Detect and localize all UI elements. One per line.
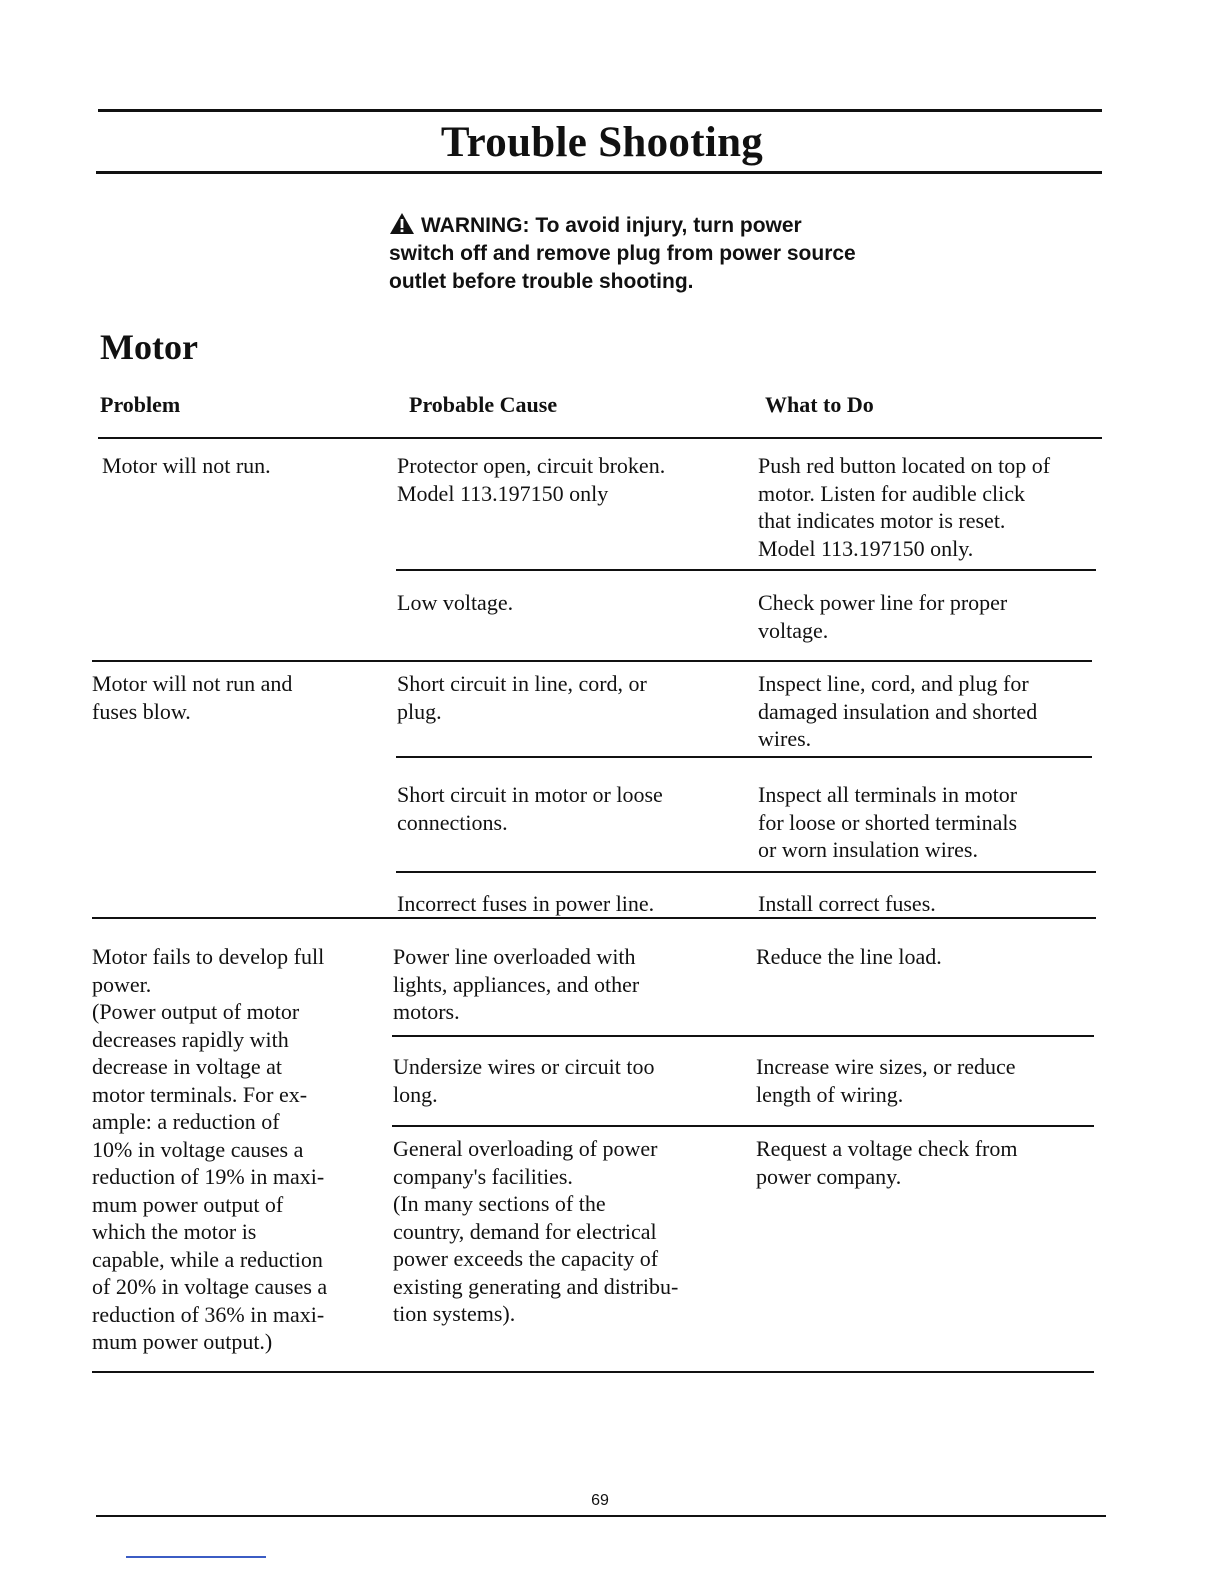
group-rule bbox=[92, 917, 1096, 919]
cause-cell: Undersize wires or circuit too long. bbox=[393, 1054, 655, 1107]
column-header-action: What to Do bbox=[765, 392, 874, 417]
problem-cell: Motor will not run. bbox=[102, 453, 271, 478]
action-cell: Install correct fuses. bbox=[758, 891, 936, 916]
cause-cell: Low voltage. bbox=[397, 590, 514, 615]
page-number: 69 bbox=[591, 1492, 609, 1509]
warning-notice bbox=[389, 212, 859, 296]
action-cell: Inspect all terminals in motor for loose or shorted terminals or worn insulation wires. bbox=[758, 782, 1018, 862]
action-cell: Inspect line, cord, and plug for damaged insulation and shorted wires. bbox=[758, 671, 1038, 751]
cause-cell: Short circuit in motor or loose connections. bbox=[397, 782, 663, 835]
row-rule bbox=[396, 871, 1096, 873]
row-rule bbox=[392, 1125, 1094, 1127]
row-rule bbox=[396, 569, 1096, 571]
problem-cell: Motor fails to develop full power. (Power output of motor decreases rapidly with decrease in voltage at motor terminals. For ex- ample: a reduction of 10% in voltage causes a reduction of 19% in maxi- mum power output of which the motor is capable, while a reduction of 20% in voltage causes a reduction of 36% in maxi- mum power output.) bbox=[92, 944, 328, 1354]
scan-mark bbox=[126, 1556, 266, 1558]
action-cell: Reduce the line load. bbox=[756, 944, 942, 969]
top-rule bbox=[98, 109, 1102, 112]
row-rule bbox=[396, 756, 1092, 758]
table-bottom-rule bbox=[92, 1371, 1094, 1373]
action-cell: Check power line for proper voltage. bbox=[758, 590, 1008, 643]
cause-cell: Power line overloaded with lights, appliances, and other motors. bbox=[393, 944, 640, 1024]
cause-cell: Incorrect fuses in power line. bbox=[397, 891, 655, 916]
warning-triangle-icon bbox=[389, 212, 415, 235]
section-heading-motor: Motor bbox=[100, 327, 198, 367]
problem-cell: Motor will not run and fuses blow. bbox=[92, 671, 293, 724]
row-rule bbox=[392, 1035, 1094, 1037]
footer-rule bbox=[96, 1515, 1106, 1517]
cause-cell: General overloading of power company's facilities. (In many sections of the country, demand for electrical power exceeds the capacity of existing generating and distribu- tion systems). bbox=[393, 1136, 679, 1326]
header-rule bbox=[98, 437, 1102, 439]
action-cell: Push red button located on top of motor. Listen for audible click that indicates motor is reset. Model 113.197150 only. bbox=[758, 453, 1051, 561]
column-header-cause: Probable Cause bbox=[409, 392, 558, 417]
warning-text: WARNING: To avoid injury, turn power switch off and remove plug from power source outlet before trouble shooting. bbox=[389, 214, 856, 293]
column-header-problem: Problem bbox=[100, 392, 181, 417]
group-rule bbox=[92, 660, 1092, 662]
page-title: Trouble Shooting bbox=[440, 119, 764, 166]
cause-cell: Protector open, circuit broken. Model 113.197150 only bbox=[397, 453, 666, 506]
action-cell: Increase wire sizes, or reduce length of wiring. bbox=[756, 1054, 1016, 1107]
cause-cell: Short circuit in line, cord, or plug. bbox=[397, 671, 647, 724]
title-underline bbox=[96, 171, 1102, 174]
action-cell: Request a voltage check from power company. bbox=[756, 1136, 1018, 1189]
